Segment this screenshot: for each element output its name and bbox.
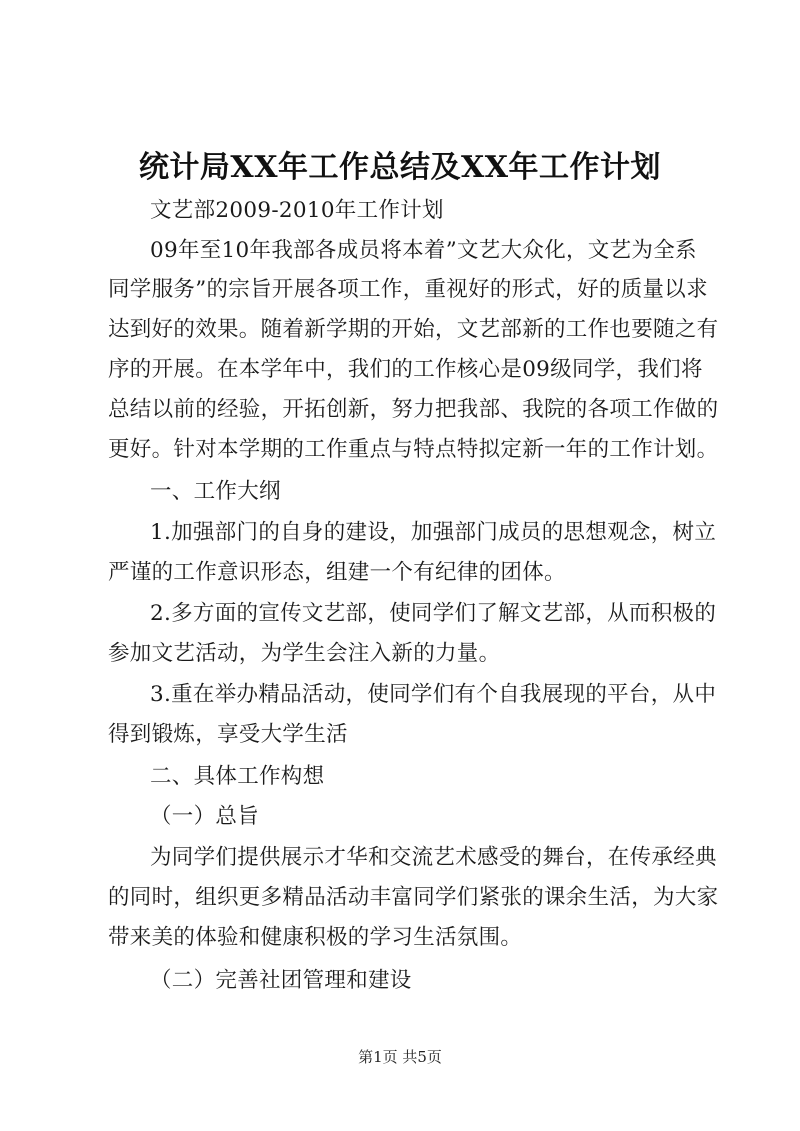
document-title: 统计局XX年工作总结及XX年工作计划 [138,150,662,185]
text-line: 得到锻炼，享受大学生活 [108,722,348,747]
text-line: 达到好的效果。随着新学期的开始，文艺部新的工作也要随之有 [108,317,719,342]
text-line: 3.重在举办精品活动，使同学们有个自我展现的平台，从中 [150,682,717,707]
text-line: 文艺部2009-2010年工作计划 [150,198,444,223]
section-heading: 一、工作大纲 [150,479,281,504]
text-line: 序的开展。在本学年中，我们的工作核心是09级同学，我们将 [108,357,703,382]
page-footer: 第1页 共5页 [358,1048,442,1066]
text-line: 参加文艺活动，为学生会注入新的力量。 [108,641,501,666]
text-line: 的同时，组织更多精品活动丰富同学们紧张的课余生活，为大家 [108,885,719,910]
subsection-heading: （一）总旨 [150,804,260,829]
text-line: 带来美的体验和健康积极的学习生活氛围。 [108,925,523,950]
text-line: 1.加强部门的自身的建设，加强部门成员的思想观念，树立 [150,520,717,545]
section-heading: 二、具体工作构想 [150,764,325,789]
text-line: 同学服务”的宗旨开展各项工作，重视好的形式，好的质量以求 [108,277,708,302]
text-line: 更好。针对本学期的工作重点与特点特拟定新一年的工作计划。 [108,437,719,462]
text-line: 2.多方面的宣传文艺部，使同学们了解文艺部，从而积极的 [150,601,717,626]
text-line: 总结以前的经验，开拓创新，努力把我部、我院的各项工作做的 [108,397,719,422]
text-line: 为同学们提供展示才华和交流艺术感受的舞台，在传承经典 [150,845,717,870]
subsection-heading: （二）完善社团管理和建设 [150,968,412,993]
text-line: 09年至10年我部各成员将本着”文艺大众化，文艺为全系 [150,238,697,263]
text-line: 严谨的工作意识形态，组建一个有纪律的团体。 [108,560,566,585]
